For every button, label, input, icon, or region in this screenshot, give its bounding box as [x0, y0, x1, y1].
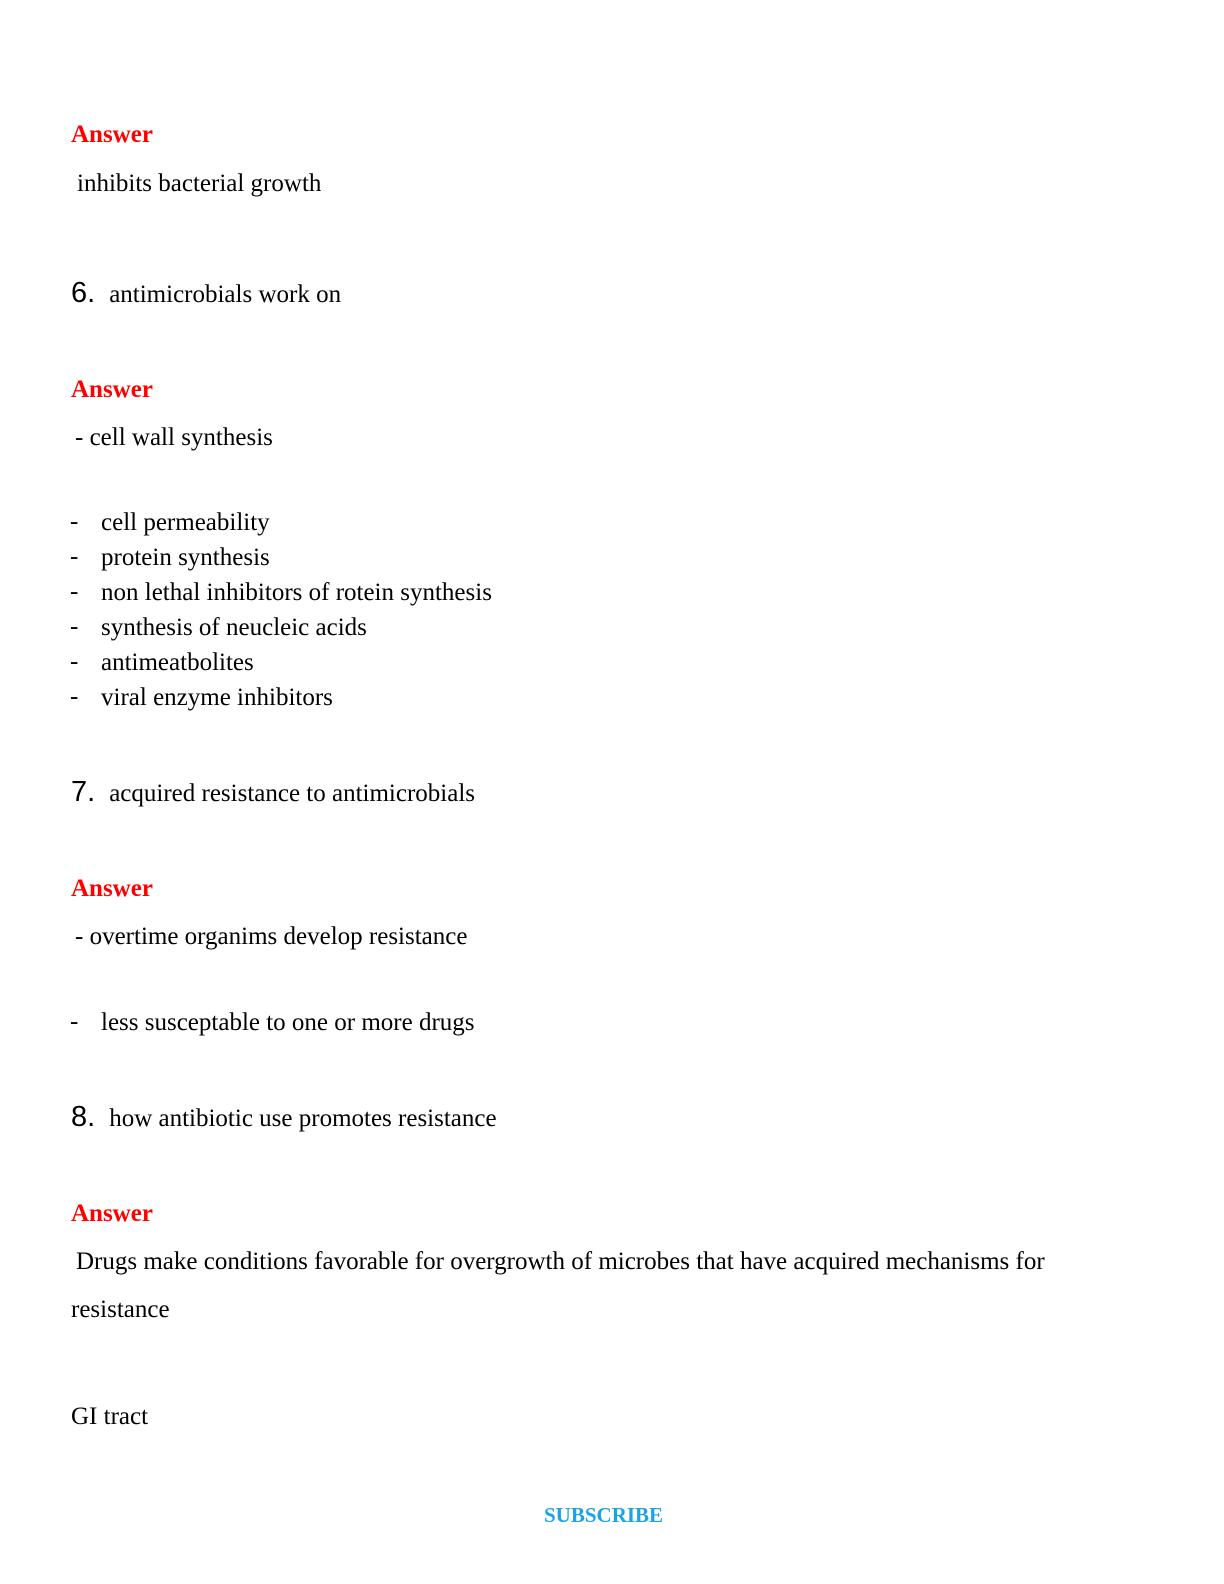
question-number: 7. [71, 776, 96, 808]
question-text: acquired resistance to antimicrobials [109, 780, 476, 807]
answer-paragraph: Drugs make conditions favorable for overgrowth of microbes that have acquired mechanisms for resistance [71, 1248, 1045, 1323]
answer-label: Answer [71, 376, 153, 403]
question-8 [71, 1101, 497, 1134]
bullet-dash: - [70, 1008, 79, 1035]
question-text: antimicrobials work on [109, 281, 342, 308]
section-heading: GI tract [71, 1403, 149, 1430]
answer-text: inhibits bacterial growth [77, 170, 322, 197]
list-item: protein synthesis [101, 544, 270, 571]
answer-text: - overtime organims develop resistance [75, 923, 468, 950]
bullet-dash: - [70, 648, 79, 675]
question-number: 6. [71, 277, 96, 309]
bullet-dash: - [70, 508, 79, 535]
question-number: 8. [71, 1101, 96, 1133]
answer-text: - cell wall synthesis [75, 424, 273, 451]
bullet-dash: - [70, 613, 79, 640]
question-6 [71, 277, 341, 310]
list-item: synthesis of neucleic acids [101, 614, 367, 641]
answer-label: Answer [71, 875, 153, 902]
list-item: antimeatbolites [101, 649, 254, 676]
question-7 [71, 776, 475, 809]
list-item: less susceptable to one or more drugs [101, 1009, 475, 1036]
bullet-dash: - [70, 578, 79, 605]
list-item: cell permeability [101, 509, 270, 536]
answer-label: Answer [71, 1200, 153, 1227]
bullet-dash: - [70, 543, 79, 570]
bullet-dash: - [70, 683, 79, 710]
question-text: how antibiotic use promotes resistance [109, 1105, 497, 1132]
list-item: viral enzyme inhibitors [101, 684, 333, 711]
list-item: non lethal inhibitors of rotein synthesis [101, 579, 492, 606]
answer-label: Answer [71, 121, 153, 148]
subscribe-link[interactable]: SUBSCRIBE [544, 1503, 664, 1527]
